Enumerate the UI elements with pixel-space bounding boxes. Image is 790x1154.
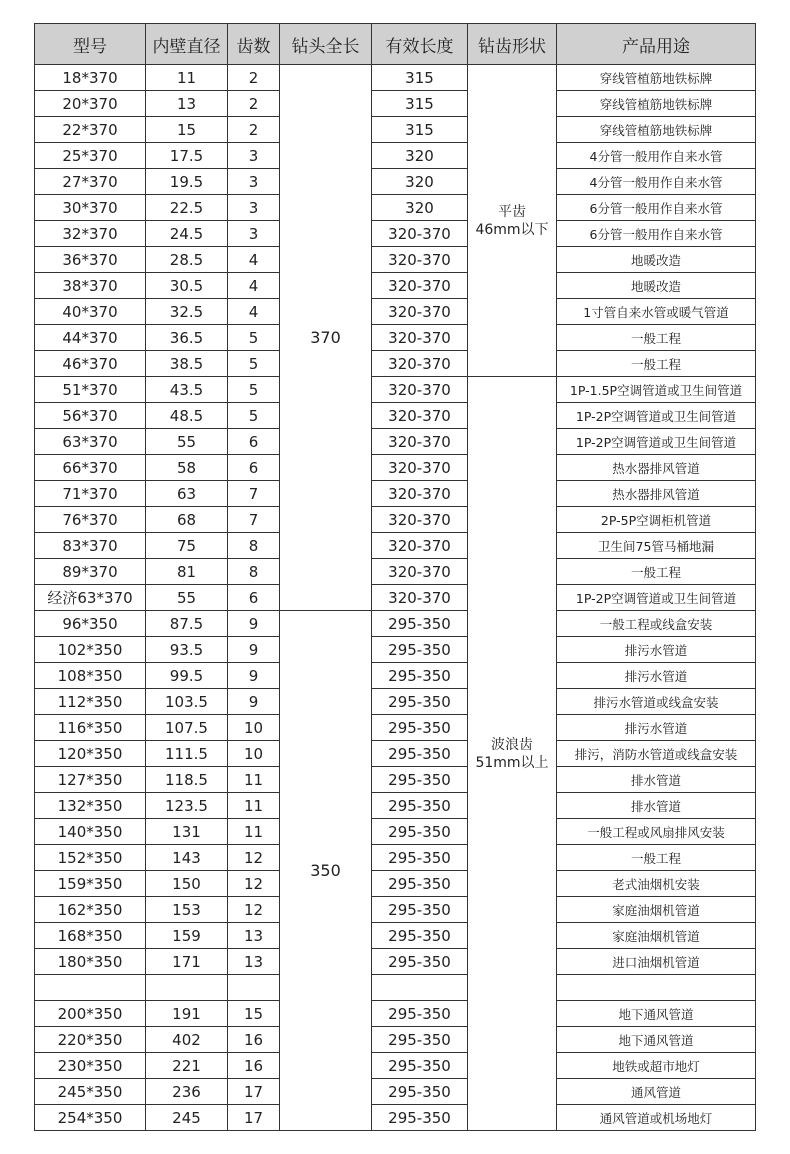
effective-length-cell: 295-350 [372,1079,468,1105]
effective-length-cell [372,975,468,1001]
effective-length-cell: 320-370 [372,273,468,299]
usage-cell: 排污，消防水管道或线盒安装 [557,741,756,767]
effective-length-cell: 295-350 [372,949,468,975]
effective-length-cell: 295-350 [372,689,468,715]
effective-length-cell: 320-370 [372,455,468,481]
teeth-cell: 17 [228,1079,280,1105]
teeth-cell: 6 [228,585,280,611]
teeth-cell: 17 [228,1105,280,1131]
usage-cell: 地下通风管道 [557,1027,756,1053]
diameter-cell: 236 [146,1079,228,1105]
usage-cell: 地暖改造 [557,273,756,299]
teeth-cell: 6 [228,455,280,481]
table-row [35,117,756,143]
diameter-cell: 87.5 [146,611,228,637]
model-cell: 63*370 [35,429,146,455]
usage-cell: 家庭油烟机管道 [557,897,756,923]
model-cell: 51*370 [35,377,146,403]
effective-length-cell: 295-350 [372,1027,468,1053]
diameter-cell: 81 [146,559,228,585]
effective-length-cell: 320 [372,143,468,169]
model-cell: 180*350 [35,949,146,975]
diameter-cell: 153 [146,897,228,923]
model-cell: 159*350 [35,871,146,897]
model-cell: 140*350 [35,819,146,845]
diameter-cell: 150 [146,871,228,897]
effective-length-cell: 295-350 [372,741,468,767]
table-row [35,871,756,897]
model-cell: 102*350 [35,637,146,663]
table-row [35,377,756,403]
table-row [35,351,756,377]
model-cell: 200*350 [35,1001,146,1027]
diameter-cell: 55 [146,585,228,611]
usage-cell: 1P-2P空调管道或卫生间管道 [557,403,756,429]
diameter-cell: 30.5 [146,273,228,299]
teeth-cell [228,975,280,1001]
model-cell: 162*350 [35,897,146,923]
diameter-cell: 118.5 [146,767,228,793]
diameter-cell: 32.5 [146,299,228,325]
table-row [35,533,756,559]
table-row [35,1079,756,1105]
usage-cell: 穿线管植筋地铁标牌 [557,65,756,91]
model-cell [35,975,146,1001]
usage-cell: 一般工程或线盒安装 [557,611,756,637]
diameter-cell: 38.5 [146,351,228,377]
usage-cell: 通风管道或机场地灯 [557,1105,756,1131]
usage-cell: 1寸管自来水管或暖气管道 [557,299,756,325]
table-row [35,221,756,247]
usage-cell: 一般工程 [557,325,756,351]
table-row [35,819,756,845]
diameter-cell: 13 [146,91,228,117]
usage-cell: 排污水管道 [557,663,756,689]
teeth-cell: 16 [228,1053,280,1079]
usage-cell: 通风管道 [557,1079,756,1105]
table-row [35,169,756,195]
header-effective-length: 有效长度 [372,24,468,65]
usage-cell: 一般工程 [557,845,756,871]
diameter-cell: 55 [146,429,228,455]
teeth-cell: 2 [228,91,280,117]
model-cell: 96*350 [35,611,146,637]
diameter-cell: 17.5 [146,143,228,169]
effective-length-cell: 320-370 [372,429,468,455]
table-row [35,273,756,299]
table-row [35,481,756,507]
effective-length-cell: 320-370 [372,481,468,507]
diameter-cell: 159 [146,923,228,949]
teeth-cell: 11 [228,767,280,793]
model-cell: 116*350 [35,715,146,741]
model-cell: 168*350 [35,923,146,949]
table-row [35,325,756,351]
diameter-cell: 68 [146,507,228,533]
effective-length-cell: 295-350 [372,871,468,897]
model-cell: 22*370 [35,117,146,143]
table-row [35,403,756,429]
diameter-cell: 75 [146,533,228,559]
table-row [35,585,756,611]
model-cell: 40*370 [35,299,146,325]
table-row [35,65,756,91]
table-row [35,689,756,715]
diameter-cell: 131 [146,819,228,845]
effective-length-cell: 295-350 [372,767,468,793]
table-row [35,975,756,1001]
model-cell: 230*350 [35,1053,146,1079]
table-row [35,715,756,741]
model-cell: 127*350 [35,767,146,793]
spec-table [34,23,756,1131]
usage-cell: 4分管一般用作自来水管 [557,169,756,195]
effective-length-cell: 295-350 [372,1001,468,1027]
table-row [35,923,756,949]
model-cell: 18*370 [35,65,146,91]
teeth-cell: 10 [228,741,280,767]
model-cell: 83*370 [35,533,146,559]
effective-length-cell: 315 [372,65,468,91]
teeth-cell: 9 [228,663,280,689]
usage-cell: 地暖改造 [557,247,756,273]
diameter-cell: 191 [146,1001,228,1027]
model-cell: 44*370 [35,325,146,351]
effective-length-cell: 295-350 [372,611,468,637]
teeth-cell: 3 [228,169,280,195]
diameter-cell: 28.5 [146,247,228,273]
table-row [35,767,756,793]
header-row [35,24,756,65]
diameter-cell: 123.5 [146,793,228,819]
usage-cell: 1P-1.5P空调管道或卫生间管道 [557,377,756,403]
tooth-shape-range: 51mm以上 [475,754,549,771]
diameter-cell: 111.5 [146,741,228,767]
usage-cell: 排水管道 [557,767,756,793]
usage-cell: 排污水管道或线盒安装 [557,689,756,715]
effective-length-cell: 320-370 [372,507,468,533]
diameter-cell: 245 [146,1105,228,1131]
usage-cell: 穿线管植筋地铁标牌 [557,117,756,143]
table-row [35,793,756,819]
effective-length-cell: 295-350 [372,1053,468,1079]
effective-length-cell: 295-350 [372,845,468,871]
effective-length-cell: 320 [372,169,468,195]
effective-length-cell: 295-350 [372,637,468,663]
model-cell: 经济63*370 [35,585,146,611]
teeth-cell: 5 [228,403,280,429]
model-cell: 27*370 [35,169,146,195]
usage-cell: 老式油烟机安装 [557,871,756,897]
header-teeth: 齿数 [228,24,280,65]
model-cell: 76*370 [35,507,146,533]
effective-length-cell: 295-350 [372,923,468,949]
usage-cell: 热水器排风管道 [557,455,756,481]
model-cell: 36*370 [35,247,146,273]
effective-length-cell: 320 [372,195,468,221]
model-cell: 220*350 [35,1027,146,1053]
table-row [35,91,756,117]
model-cell: 46*370 [35,351,146,377]
usage-cell [557,975,756,1001]
teeth-cell: 2 [228,117,280,143]
teeth-cell: 12 [228,871,280,897]
usage-cell: 2P-5P空调柜机管道 [557,507,756,533]
table-row [35,1053,756,1079]
usage-cell: 1P-2P空调管道或卫生间管道 [557,585,756,611]
header-tooth-shape: 钻齿形状 [468,24,557,65]
usage-cell: 一般工程 [557,351,756,377]
table-row [35,429,756,455]
teeth-cell: 9 [228,611,280,637]
teeth-cell: 5 [228,377,280,403]
diameter-cell: 402 [146,1027,228,1053]
table-row [35,559,756,585]
table-row [35,247,756,273]
teeth-cell: 4 [228,273,280,299]
effective-length-cell: 315 [372,91,468,117]
table-row [35,507,756,533]
teeth-cell: 12 [228,897,280,923]
teeth-cell: 7 [228,507,280,533]
teeth-cell: 6 [228,429,280,455]
model-cell: 32*370 [35,221,146,247]
model-cell: 112*350 [35,689,146,715]
diameter-cell: 107.5 [146,715,228,741]
teeth-cell: 13 [228,949,280,975]
table-row [35,741,756,767]
diameter-cell: 58 [146,455,228,481]
diameter-cell: 103.5 [146,689,228,715]
table-row [35,1105,756,1131]
tooth-shape-name: 波浪齿 [491,736,533,753]
usage-cell: 6分管一般用作自来水管 [557,221,756,247]
diameter-cell: 99.5 [146,663,228,689]
diameter-cell: 48.5 [146,403,228,429]
usage-cell: 排水管道 [557,793,756,819]
model-cell: 254*350 [35,1105,146,1131]
model-cell: 30*370 [35,195,146,221]
effective-length-cell: 320-370 [372,585,468,611]
teeth-cell: 16 [228,1027,280,1053]
teeth-cell: 11 [228,819,280,845]
effective-length-cell: 320-370 [372,325,468,351]
usage-cell: 1P-2P空调管道或卫生间管道 [557,429,756,455]
diameter-cell: 15 [146,117,228,143]
model-cell: 132*350 [35,793,146,819]
tooth-shape-flat-cell [468,65,557,377]
header-diameter: 内壁直径 [146,24,228,65]
model-cell: 89*370 [35,559,146,585]
effective-length-cell: 295-350 [372,663,468,689]
diameter-cell: 221 [146,1053,228,1079]
usage-cell: 家庭油烟机管道 [557,923,756,949]
usage-cell: 6分管一般用作自来水管 [557,195,756,221]
teeth-cell: 8 [228,559,280,585]
teeth-cell: 4 [228,247,280,273]
teeth-cell: 13 [228,923,280,949]
diameter-cell: 63 [146,481,228,507]
usage-cell: 地铁或超市地灯 [557,1053,756,1079]
diameter-cell: 143 [146,845,228,871]
usage-cell: 热水器排风管道 [557,481,756,507]
usage-cell: 卫生间75管马桶地漏 [557,533,756,559]
header-model: 型号 [35,24,146,65]
total-length-350-cell: 350 [280,611,372,1131]
table-row [35,663,756,689]
effective-length-cell: 295-350 [372,793,468,819]
effective-length-cell: 320-370 [372,299,468,325]
model-cell: 152*350 [35,845,146,871]
teeth-cell: 8 [228,533,280,559]
diameter-cell: 43.5 [146,377,228,403]
diameter-cell: 19.5 [146,169,228,195]
tooth-shape-wave-cell [468,377,557,1131]
usage-cell: 穿线管植筋地铁标牌 [557,91,756,117]
usage-cell: 地下通风管道 [557,1001,756,1027]
effective-length-cell: 320-370 [372,403,468,429]
teeth-cell: 4 [228,299,280,325]
table-row [35,611,756,637]
diameter-cell: 24.5 [146,221,228,247]
usage-cell: 一般工程 [557,559,756,585]
teeth-cell: 7 [228,481,280,507]
teeth-cell: 11 [228,793,280,819]
table-row [35,299,756,325]
usage-cell: 一般工程或风扇排风安装 [557,819,756,845]
tooth-shape-range: 46mm以下 [475,221,549,238]
diameter-cell [146,975,228,1001]
model-cell: 71*370 [35,481,146,507]
tooth-shape-name: 平齿 [498,203,526,220]
effective-length-cell: 315 [372,117,468,143]
effective-length-cell: 320-370 [372,533,468,559]
effective-length-cell: 295-350 [372,1105,468,1131]
usage-cell: 排污水管道 [557,715,756,741]
teeth-cell: 9 [228,637,280,663]
header-total-length: 钻头全长 [280,24,372,65]
diameter-cell: 171 [146,949,228,975]
table-row [35,897,756,923]
model-cell: 245*350 [35,1079,146,1105]
teeth-cell: 3 [228,221,280,247]
effective-length-cell: 320-370 [372,377,468,403]
model-cell: 120*350 [35,741,146,767]
table-row [35,949,756,975]
table-row [35,455,756,481]
effective-length-cell: 295-350 [372,819,468,845]
teeth-cell: 10 [228,715,280,741]
diameter-cell: 36.5 [146,325,228,351]
teeth-cell: 5 [228,325,280,351]
header-usage: 产品用途 [557,24,756,65]
teeth-cell: 3 [228,195,280,221]
teeth-cell: 12 [228,845,280,871]
table-row [35,195,756,221]
model-cell: 108*350 [35,663,146,689]
teeth-cell: 9 [228,689,280,715]
table-row [35,637,756,663]
teeth-cell: 15 [228,1001,280,1027]
effective-length-cell: 295-350 [372,897,468,923]
diameter-cell: 93.5 [146,637,228,663]
usage-cell: 4分管一般用作自来水管 [557,143,756,169]
teeth-cell: 3 [228,143,280,169]
teeth-cell: 5 [228,351,280,377]
effective-length-cell: 320-370 [372,559,468,585]
table-row [35,845,756,871]
teeth-cell: 2 [228,65,280,91]
total-length-370-cell: 370 [280,65,372,611]
table-row [35,1027,756,1053]
effective-length-cell: 320-370 [372,351,468,377]
effective-length-cell: 320-370 [372,221,468,247]
model-cell: 38*370 [35,273,146,299]
usage-cell: 排污水管道 [557,637,756,663]
model-cell: 66*370 [35,455,146,481]
table-row [35,1001,756,1027]
model-cell: 56*370 [35,403,146,429]
effective-length-cell: 295-350 [372,715,468,741]
effective-length-cell: 320-370 [372,247,468,273]
usage-cell: 进口油烟机管道 [557,949,756,975]
table-row [35,143,756,169]
model-cell: 25*370 [35,143,146,169]
diameter-cell: 11 [146,65,228,91]
model-cell: 20*370 [35,91,146,117]
diameter-cell: 22.5 [146,195,228,221]
table-body [35,65,756,1131]
